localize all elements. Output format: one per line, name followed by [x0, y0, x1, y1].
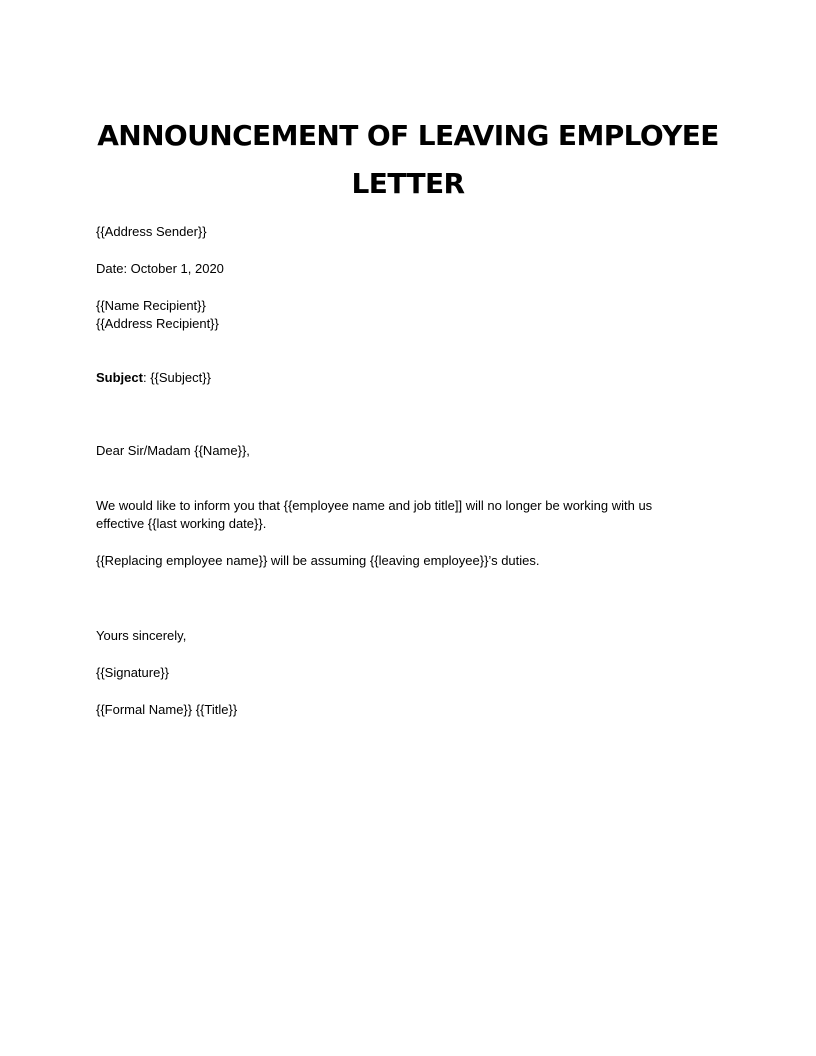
address-recipient: {{Address Recipient}}	[96, 316, 219, 331]
letter-date: Date: October 1, 2020	[96, 261, 224, 276]
signature: {{Signature}}	[96, 665, 170, 680]
paragraph-1-line-1: We would like to inform you that {{employee name and job title]] will no longer be working with us	[96, 498, 653, 513]
paragraph-2: {{Replacing employee name}} will be assuming {{leaving employee}}’s duties.	[96, 553, 540, 568]
name-recipient: {{Name Recipient}}	[96, 298, 206, 313]
subject-label: Subject	[96, 370, 143, 385]
letter-title	[60, 112, 756, 208]
salutation: Dear Sir/Madam {{Name}},	[96, 443, 250, 458]
address-sender: {{Address Sender}}	[96, 224, 207, 239]
formal-name-title: {{Formal Name}} {{Title}}	[96, 702, 238, 717]
letter-title-line-2: LETTER	[351, 167, 465, 200]
subject-value: : {{Subject}}	[142, 370, 211, 385]
paragraph-1-line-2: effective {{last working date}}.	[96, 516, 267, 531]
letter-title-line-1: ANNOUNCEMENT OF LEAVING EMPLOYEE	[97, 119, 719, 152]
subject-line	[96, 369, 736, 387]
closing: Yours sincerely,	[96, 628, 187, 643]
